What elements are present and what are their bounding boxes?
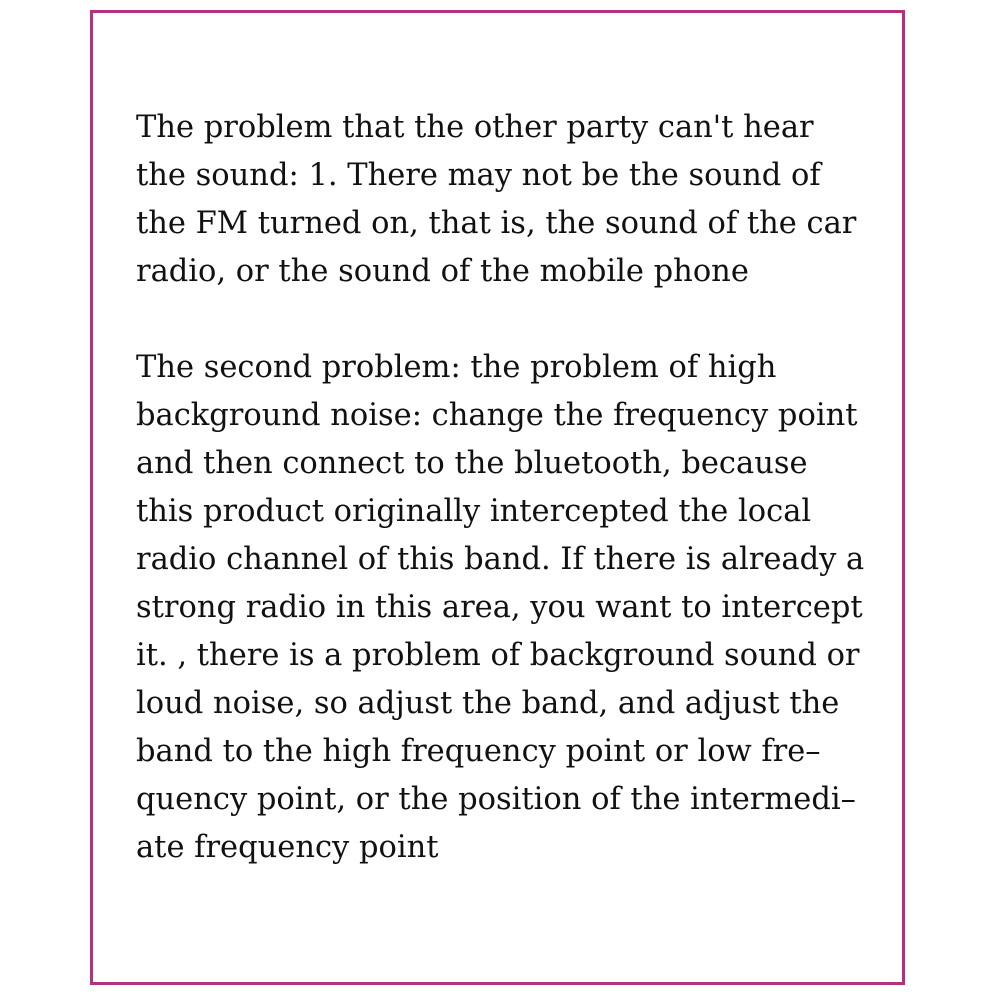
text-line: this product originally intercepted the local — [136, 494, 812, 529]
text-line: ate frequency point — [136, 830, 439, 865]
text-line: quency point, or the position of the intermedi– — [136, 782, 856, 817]
paragraph-2 — [136, 344, 896, 872]
text-line: it. , there is a problem of background sound or — [136, 638, 860, 673]
text-line: band to the high frequency point or low fre– — [136, 734, 821, 769]
text-line: the sound: 1. There may not be the sound of — [136, 158, 821, 193]
text-line: and then connect to the bluetooth, because — [136, 446, 808, 481]
paragraph-1 — [136, 104, 896, 296]
text-line: strong radio in this area, you want to intercept — [136, 590, 863, 625]
text-line: The second problem: the problem of high — [136, 350, 777, 385]
text-line: The problem that the other party can't hear — [136, 110, 814, 145]
text-line: background noise: change the frequency point — [136, 398, 858, 433]
text-line: radio channel of this band. If there is already a — [136, 542, 865, 577]
text-line: loud noise, so adjust the band, and adjust the — [136, 686, 840, 721]
text-line: the FM turned on, that is, the sound of the car — [136, 206, 857, 241]
document-body — [136, 104, 896, 872]
paragraph-spacer — [136, 296, 896, 344]
text-line: radio, or the sound of the mobile phone — [136, 254, 749, 289]
